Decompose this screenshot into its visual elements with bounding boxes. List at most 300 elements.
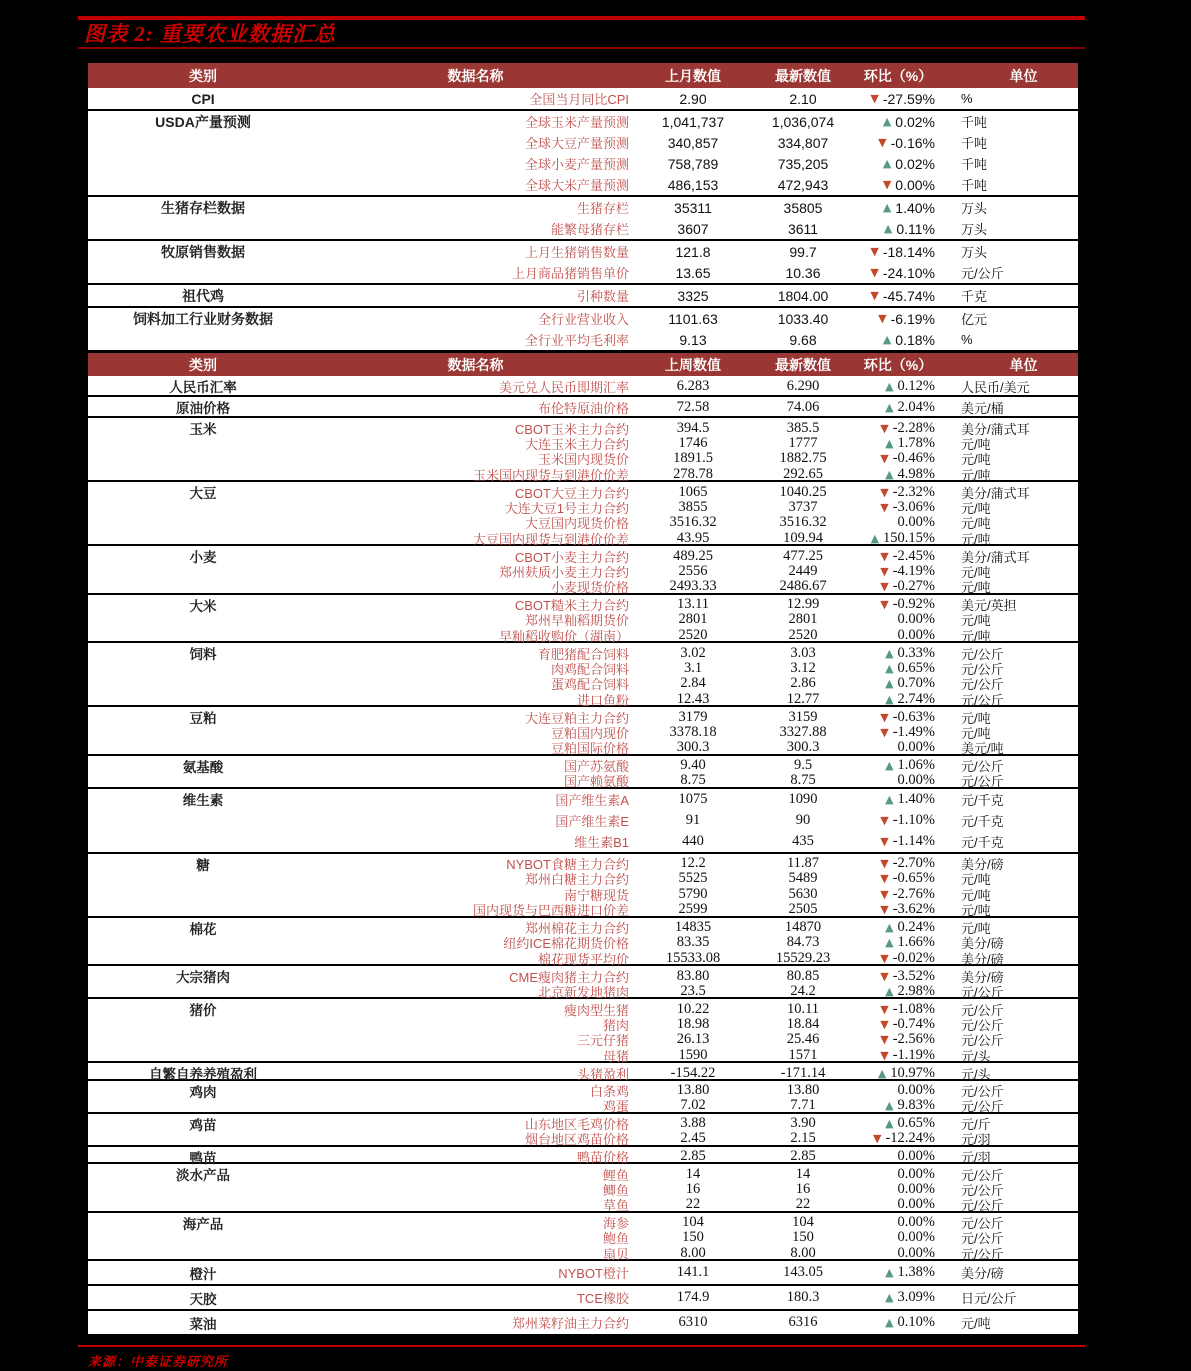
change-value: 1.06%	[897, 757, 935, 773]
change-cell	[853, 1031, 943, 1048]
prev-value-cell: 2.45	[680, 1130, 706, 1146]
up-arrow-icon: ▲	[882, 333, 892, 346]
latest-value-cell: 143.05	[783, 1264, 823, 1280]
unit-cell: 美分/磅	[961, 936, 1004, 951]
category-group	[88, 1147, 1078, 1165]
change-cell	[853, 675, 943, 692]
change-cell	[853, 1245, 943, 1262]
column-header-prev: 上周数值	[665, 356, 721, 373]
change-value: -0.46%	[892, 450, 935, 466]
prev-value-cell: 15533.08	[665, 949, 721, 966]
table-row	[88, 529, 1078, 545]
table-row	[88, 1244, 1078, 1260]
table-row	[88, 132, 1078, 153]
table-row	[88, 329, 1078, 350]
change-value: -27.59%	[882, 90, 935, 107]
up-arrow-icon: ▲	[883, 222, 893, 235]
change-value: 0.00%	[897, 1214, 935, 1230]
down-arrow-icon: ▼	[880, 813, 889, 827]
latest-value-cell: 3.03	[790, 644, 816, 661]
unit-cell: 元/公斤	[961, 1182, 1004, 1198]
change-value: 0.00%	[897, 739, 935, 755]
change-value: 0.11%	[896, 220, 935, 237]
prev-value-cell: 13.80	[676, 1082, 710, 1098]
unit-cell: 元/吨	[961, 903, 991, 918]
data-name-cell: 全球小麦产量预测	[524, 157, 629, 172]
latest-value-cell: 6316	[788, 1314, 818, 1330]
table-row	[88, 643, 1078, 662]
change-cell	[853, 332, 943, 348]
table-row	[88, 626, 1078, 642]
down-arrow-icon: ▼	[880, 1002, 889, 1016]
prev-value-cell: 3516.32	[669, 514, 717, 530]
down-arrow-icon: ▼	[870, 266, 879, 279]
data-name-cell: 国产赖氨酸	[563, 774, 629, 789]
down-arrow-icon: ▼	[870, 245, 879, 258]
down-arrow-icon: ▼	[880, 887, 889, 901]
category-group	[88, 707, 1078, 756]
down-arrow-icon: ▼	[880, 421, 889, 435]
change-cell	[853, 288, 943, 304]
category-group	[88, 482, 1078, 546]
down-arrow-icon: ▼	[880, 549, 889, 563]
category-group	[88, 546, 1078, 595]
table-row	[88, 1286, 1078, 1309]
latest-value-cell: 109.94	[783, 529, 823, 546]
prev-value-cell: 3.1	[683, 659, 703, 676]
category-cell: 自繁自养养殖盈利	[149, 1067, 257, 1082]
change-value: -0.92%	[892, 596, 935, 612]
data-name-cell: 海参	[602, 1216, 629, 1231]
latest-value-cell: 5489	[788, 870, 818, 886]
category-cell: 生猪存栏数据	[161, 199, 245, 216]
data-name-cell: 瘦肉型生猪	[563, 1002, 629, 1018]
unit-cell: 元/吨	[961, 710, 991, 726]
change-value: 2.04%	[897, 398, 935, 415]
table-row	[88, 885, 1078, 901]
down-arrow-icon: ▼	[880, 834, 889, 848]
up-arrow-icon: ▲	[885, 936, 894, 949]
prev-value-cell: 2520	[678, 626, 708, 643]
footer-rule	[78, 1345, 1085, 1347]
latest-value-cell: 150	[792, 1229, 814, 1245]
data-name-cell: NYBOT橙汁	[558, 1266, 629, 1281]
prev-value-cell: 23.5	[680, 982, 706, 999]
category-cell: 饲料	[189, 647, 217, 662]
category-group	[88, 1286, 1078, 1311]
category-group	[88, 1261, 1078, 1286]
latest-value-cell: 90	[795, 811, 811, 828]
latest-value-cell: 35805	[783, 199, 823, 216]
category-group	[88, 999, 1078, 1063]
latest-value-cell: 8.00	[790, 1244, 816, 1261]
table-row	[88, 1213, 1078, 1232]
unit-cell: 元/千克	[961, 834, 1004, 850]
latest-value-cell: 435	[792, 832, 814, 849]
prev-value-cell: 35311	[674, 199, 712, 216]
unit-cell: 元/公斤	[961, 661, 1004, 677]
data-name-cell: 猪肉	[602, 1017, 629, 1033]
prev-value-cell: 2.90	[679, 90, 707, 107]
unit-cell: 元/公斤	[961, 1231, 1004, 1246]
column-header-category: 类别	[189, 67, 217, 84]
unit-cell: 元/吨	[961, 628, 991, 644]
latest-value-cell: 3159	[788, 708, 818, 725]
category-cell: 橙汁	[189, 1266, 217, 1282]
change-cell	[853, 691, 943, 708]
data-name-cell: 上月生猪销售数量	[524, 245, 629, 260]
prev-value-cell: 340,857	[667, 134, 719, 151]
prev-value-cell: 440	[682, 832, 704, 849]
up-arrow-icon: ▲	[885, 661, 894, 675]
unit-cell: 元/公斤	[961, 1002, 1004, 1018]
unit-cell: 元/吨	[961, 725, 991, 741]
prev-value-cell: 1891.5	[673, 450, 713, 466]
down-arrow-icon: ▼	[880, 872, 889, 885]
latest-value-cell: 292.65	[783, 465, 823, 482]
latest-value-cell: 2.85	[790, 1148, 816, 1164]
unit-cell: 亿元	[961, 312, 988, 327]
prev-value-cell: 1590	[678, 1046, 708, 1063]
data-name-cell: 山东地区毛鸡价格	[524, 1117, 629, 1132]
prev-value-cell: 6310	[678, 1314, 708, 1330]
down-arrow-icon: ▼	[882, 178, 892, 191]
table-row	[88, 966, 1078, 985]
down-arrow-icon: ▼	[880, 1017, 889, 1031]
latest-value-cell: 1090	[788, 790, 818, 807]
table-row	[88, 197, 1078, 218]
unit-cell: 元/公斤	[961, 1246, 1004, 1262]
prev-value-cell: 13.11	[676, 596, 710, 612]
prev-value-cell: 3855	[678, 498, 708, 515]
prev-value-cell: 394.5	[676, 419, 710, 436]
change-value: -6.19%	[890, 310, 935, 327]
change-cell	[853, 934, 943, 951]
prev-value-cell: 9.13	[679, 331, 707, 348]
change-value: 0.33%	[897, 644, 935, 661]
unit-cell: 美分/磅	[961, 951, 1004, 967]
up-arrow-icon: ▲	[885, 1316, 894, 1329]
data-name-cell: CBOT小麦主力合约	[514, 549, 629, 565]
prev-value-cell: 83.80	[676, 967, 710, 984]
table-row	[88, 153, 1078, 174]
prev-value-cell: 758,789	[667, 155, 719, 172]
category-group	[88, 1063, 1078, 1081]
change-cell	[853, 870, 943, 887]
latest-value-cell: 10.36	[785, 264, 821, 281]
down-arrow-icon: ▼	[880, 857, 889, 870]
table-row	[88, 1195, 1078, 1211]
data-name-cell: 郑州麸质小麦主力合约	[498, 564, 629, 580]
data-name-cell: 郑州菜籽油主力合约	[511, 1316, 629, 1331]
unit-cell: 万头	[961, 201, 988, 216]
change-cell	[853, 1229, 943, 1246]
down-arrow-icon: ▼	[880, 500, 889, 514]
change-cell	[853, 466, 943, 483]
category-cell: 鸡苗	[189, 1117, 217, 1133]
unit-cell: 元/公斤	[961, 1033, 1004, 1048]
up-arrow-icon: ▲	[885, 1291, 894, 1304]
down-arrow-icon: ▼	[880, 598, 889, 611]
data-name-cell: 玉米国内现货价	[537, 452, 629, 467]
source-text: 来源：中泰证券研究所	[88, 1354, 229, 1369]
table-row	[88, 810, 1078, 831]
unit-cell: 元/斤	[961, 1117, 991, 1132]
up-arrow-icon: ▲	[885, 400, 894, 414]
unit-cell: 美分/磅	[961, 857, 1004, 872]
data-name-cell: 全球大豆产量预测	[524, 136, 629, 151]
prev-value-cell: 26.13	[676, 1031, 710, 1047]
table-row	[88, 949, 1078, 965]
table-row	[88, 397, 1078, 416]
table-row	[88, 262, 1078, 283]
data-name-cell: 小麦现货价格	[550, 580, 629, 595]
unit-cell: 千吨	[961, 178, 988, 193]
latest-value-cell: 18.84	[786, 1015, 820, 1032]
data-name-cell: 纽约ICE棉花期货价格	[503, 936, 629, 951]
data-name-cell: 鸡蛋	[602, 1099, 629, 1114]
change-value: 0.00%	[897, 514, 935, 530]
table-row	[88, 918, 1078, 937]
data-name-cell: 全国当月同比CPI	[529, 92, 629, 107]
change-value: 150.15%	[883, 529, 935, 546]
prev-value-cell: -154.22	[670, 1064, 716, 1081]
latest-value-cell: 3516.32	[779, 514, 827, 530]
latest-value-cell: 8.75	[790, 772, 816, 788]
table-row	[88, 1114, 1078, 1133]
latest-value-cell: 74.06	[786, 398, 820, 415]
category-cell: 玉米	[189, 422, 217, 437]
data-name-cell: CBOT玉米主力合约	[514, 421, 629, 437]
unit-cell: 人民币/美元	[961, 379, 1030, 395]
prev-value-cell: 14835	[674, 919, 712, 935]
table-row	[88, 308, 1078, 329]
category-group	[88, 643, 1078, 707]
prev-value-cell: 22	[685, 1196, 701, 1212]
latest-value-cell: 14870	[784, 919, 822, 935]
table-row	[88, 1311, 1078, 1334]
data-name-cell: 大连玉米主力合约	[524, 436, 629, 452]
up-arrow-icon: ▲	[885, 692, 894, 706]
change-cell	[853, 1196, 943, 1213]
change-value: -12.24%	[885, 1130, 935, 1146]
latest-value-cell: 1804.00	[777, 287, 829, 304]
prev-value-cell: 141.1	[676, 1264, 710, 1280]
category-cell: 人民币汇率	[169, 380, 237, 395]
category-cell: 原油价格	[176, 401, 230, 416]
data-name-cell: 国产维生素A	[555, 792, 629, 808]
change-cell	[853, 901, 943, 918]
down-arrow-icon: ▼	[880, 903, 889, 916]
latest-value-cell: 735,205	[777, 155, 829, 172]
data-name-cell: 引种数量	[576, 289, 629, 304]
category-group	[88, 1114, 1078, 1147]
table-row	[88, 999, 1078, 1018]
change-value: 0.00%	[897, 611, 935, 627]
table-row	[88, 738, 1078, 754]
prev-value-cell: 10.22	[676, 1000, 710, 1017]
unit-cell: 元/吨	[961, 452, 991, 467]
unit-cell: 日元/公斤	[961, 1291, 1017, 1306]
latest-value-cell: 3327.88	[779, 723, 827, 740]
category-group	[88, 197, 1078, 241]
up-arrow-icon: ▲	[885, 984, 894, 998]
change-cell	[853, 563, 943, 580]
change-value: -3.52%	[892, 967, 935, 984]
change-value: 0.24%	[897, 919, 935, 935]
table-section	[88, 63, 1078, 353]
data-name-cell: 大连豆粕主力合约	[524, 710, 629, 726]
latest-value-cell: 477.25	[783, 547, 823, 564]
prev-value-cell: 16	[685, 1180, 701, 1197]
change-value: -0.74%	[892, 1015, 935, 1032]
data-name-cell: 肉鸡配合饲料	[550, 661, 629, 677]
category-group	[88, 1213, 1078, 1262]
change-cell	[853, 114, 943, 130]
change-value: 0.02%	[895, 155, 935, 172]
prev-value-cell: 486,153	[667, 176, 719, 193]
down-arrow-icon: ▼	[880, 951, 889, 965]
change-value: -2.28%	[892, 419, 935, 436]
latest-value-cell: 11.87	[786, 855, 820, 871]
data-name-cell: 大豆国内现货与到港价价差	[472, 531, 629, 547]
data-name-cell: 扇贝	[602, 1246, 629, 1262]
data-name-cell: 全球玉米产量预测	[524, 115, 629, 130]
down-arrow-icon: ▼	[880, 1033, 889, 1046]
data-name-cell: 鸭苗价格	[576, 1150, 629, 1165]
latest-value-cell: 84.73	[786, 934, 820, 950]
change-value: -4.19%	[892, 562, 935, 579]
unit-cell: 美分/蒲式耳	[961, 485, 1030, 501]
latest-value-cell: 334,807	[777, 134, 829, 151]
data-name-cell: TCE橡胶	[576, 1291, 629, 1306]
up-arrow-icon: ▲	[885, 921, 894, 934]
change-cell	[853, 378, 943, 395]
change-cell	[853, 660, 943, 677]
category-cell: CPI	[191, 90, 215, 107]
prev-value-cell: 1075	[678, 790, 708, 807]
latest-value-cell: 1,036,074	[771, 113, 835, 130]
category-cell: 糖	[196, 857, 210, 873]
latest-value-cell: 2505	[788, 901, 818, 917]
up-arrow-icon: ▲	[885, 1099, 894, 1112]
category-cell: 饲料加工行业财务数据	[133, 310, 273, 327]
table-row	[88, 482, 1078, 501]
category-group	[88, 918, 1078, 967]
table-row	[88, 376, 1078, 395]
down-arrow-icon: ▼	[880, 580, 889, 593]
prev-value-cell: 72.58	[676, 398, 710, 415]
data-name-cell: NYBOT食糖主力合约	[506, 857, 629, 872]
prev-value-cell: 121.8	[675, 243, 711, 260]
change-value: -0.65%	[892, 870, 935, 886]
unit-cell: 元/公斤	[961, 984, 1004, 1000]
category-cell: 淡水产品	[176, 1168, 230, 1183]
unit-cell: %	[961, 332, 973, 347]
data-name-cell: 郑州白糖主力合约	[524, 872, 629, 887]
change-cell	[853, 724, 943, 741]
prev-value-cell: 1065	[678, 483, 708, 500]
latest-value-cell: -171.14	[780, 1064, 826, 1081]
unit-cell: 美分/磅	[961, 969, 1004, 985]
table-row	[88, 513, 1078, 529]
down-arrow-icon: ▼	[872, 1132, 882, 1145]
down-arrow-icon: ▼	[880, 452, 889, 465]
category-group	[88, 397, 1078, 418]
up-arrow-icon: ▲	[885, 379, 894, 393]
change-cell	[853, 983, 943, 1000]
table-row	[88, 900, 1078, 916]
category-group	[88, 111, 1078, 197]
change-value: 2.98%	[897, 982, 935, 999]
change-cell	[853, 1181, 943, 1198]
prev-value-cell: 3179	[678, 708, 708, 725]
change-value: -2.56%	[892, 1031, 935, 1047]
change-value: -1.19%	[892, 1046, 935, 1063]
unit-cell: 元/吨	[961, 500, 991, 516]
data-name-cell: 蛋鸡配合饲料	[550, 677, 629, 692]
category-cell: 大宗猪肉	[176, 970, 230, 985]
unit-cell: 元/吨	[961, 516, 991, 531]
latest-value-cell: 104	[792, 1214, 814, 1230]
category-group	[88, 1081, 1078, 1114]
table-header-row	[88, 353, 1078, 376]
unit-cell: 元/羽	[961, 1150, 991, 1165]
latest-value-cell: 385.5	[786, 419, 820, 436]
data-name-cell: CBOT大豆主力合约	[514, 485, 629, 501]
prev-value-cell: 3325	[677, 287, 709, 304]
latest-value-cell: 14	[795, 1165, 811, 1182]
data-name-cell: 全球大米产量预测	[524, 178, 629, 193]
data-name-cell: 上月商品猪销售单价	[511, 266, 629, 281]
table-row	[88, 854, 1078, 873]
unit-cell: 元/吨	[961, 872, 991, 887]
data-name-cell: 鲍鱼	[602, 1231, 629, 1246]
latest-value-cell: 1040.25	[779, 483, 827, 500]
change-value: 0.02%	[895, 113, 935, 130]
change-value: -1.08%	[892, 1000, 935, 1017]
table-section	[88, 353, 1078, 1337]
prev-value-cell: 3.02	[680, 644, 706, 661]
change-cell	[853, 812, 943, 829]
up-arrow-icon: ▲	[885, 792, 894, 806]
unit-cell: 美分/磅	[961, 1266, 1004, 1281]
prev-value-cell: 91	[685, 811, 701, 828]
prev-value-cell: 5790	[678, 885, 708, 902]
data-name-cell: 棉花现货平均价	[537, 951, 629, 967]
category-group	[88, 418, 1078, 482]
latest-value-cell: 6.290	[786, 377, 820, 394]
table-row	[88, 690, 1078, 706]
change-value: 0.00%	[895, 176, 935, 193]
prev-value-cell: 14	[685, 1165, 701, 1182]
unit-cell: 元/羽	[961, 1132, 991, 1147]
prev-value-cell: 43.95	[676, 529, 710, 546]
change-cell	[853, 399, 943, 416]
change-cell	[853, 1264, 943, 1281]
change-value: 0.00%	[897, 1196, 935, 1212]
latest-value-cell: 9.68	[789, 331, 817, 348]
latest-value-cell: 1033.40	[777, 310, 829, 327]
change-cell	[853, 1016, 943, 1033]
change-cell	[853, 833, 943, 850]
data-name-cell: 烟台地区鸡苗价格	[524, 1132, 629, 1147]
change-value: 4.98%	[897, 465, 935, 482]
column-header-name: 数据名称	[447, 356, 504, 373]
change-value: 1.78%	[897, 434, 935, 451]
category-group	[88, 1311, 1078, 1337]
table-row	[88, 1147, 1078, 1166]
